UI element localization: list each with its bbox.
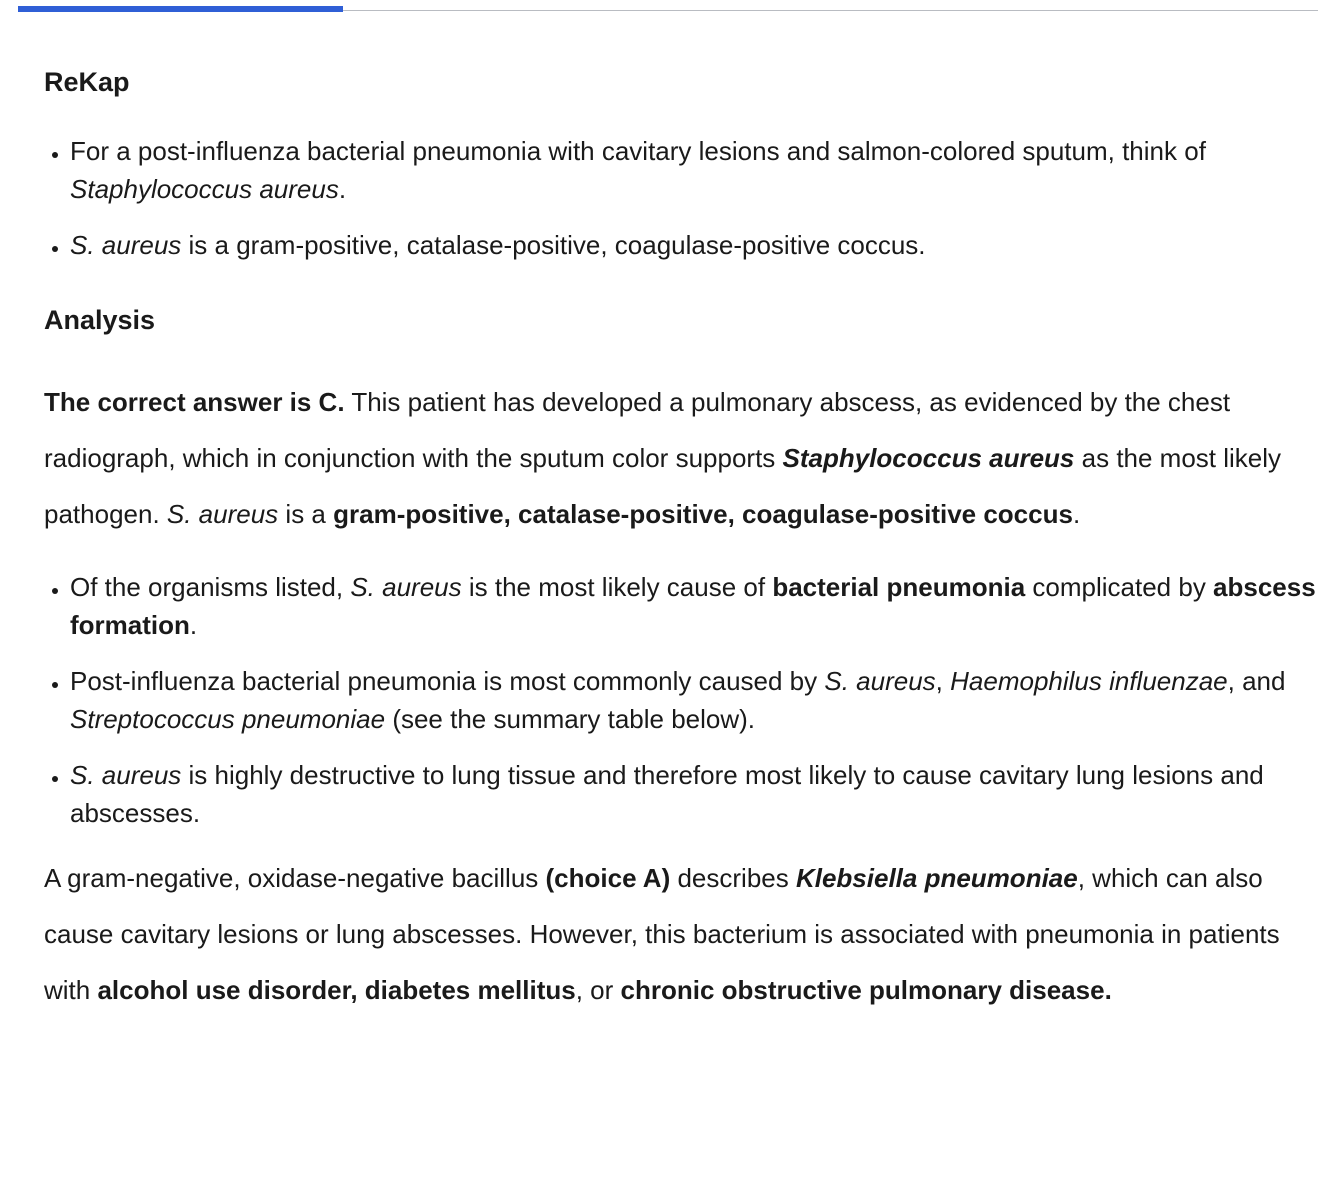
rekap-list: [44, 132, 1320, 264]
list-item: • S. aureus is a gram-positive, catalase-positive, coagulase-positive coccus.: [70, 226, 1320, 264]
progress-fill: [18, 6, 343, 12]
list-item: • S. aureus is highly destructive to lung tissue and therefore most likely to cause cavitary lung lesions and abscesses.: [70, 756, 1320, 832]
rekap-heading: ReKap: [44, 67, 130, 97]
list-item: • For a post-influenza bacterial pneumonia with cavitary lesions and salmon-colored sputum, think of Staphylococcus aureus.: [70, 132, 1320, 208]
list-item: • Post-influenza bacterial pneumonia is most commonly caused by S. aureus, Haemophilus influenzae, and Streptococcus pneumoniae (see the summary table below).: [70, 662, 1320, 738]
list-item: • Of the organisms listed, S. aureus is the most likely cause of bacterial pneumonia complicated by abscess formation.: [70, 568, 1320, 644]
analysis-paragraph: The correct answer is C. This patient has developed a pulmonary abscess, as evidenced by the chest radiograph, which in conjunction with the sputum color supports Staphylococcus aureus as the most likely pathogen. S. aureus is a gram-positive, catalase-positive, coagulase-positive coccus.: [44, 387, 1282, 529]
analysis-paragraph: A gram-negative, oxidase-negative bacillus (choice A) describes Klebsiella pneumoniae, which can also cause cavitary lesions or lung abscesses. However, this bacterium is associated with pneumonia in patients with alcohol use disorder, diabetes mellitus, or chronic obstructive pulmonary disease.: [44, 863, 1280, 1005]
analysis-list: [44, 568, 1320, 832]
explanation-content: [44, 62, 1320, 1018]
analysis-heading: Analysis: [44, 305, 156, 335]
